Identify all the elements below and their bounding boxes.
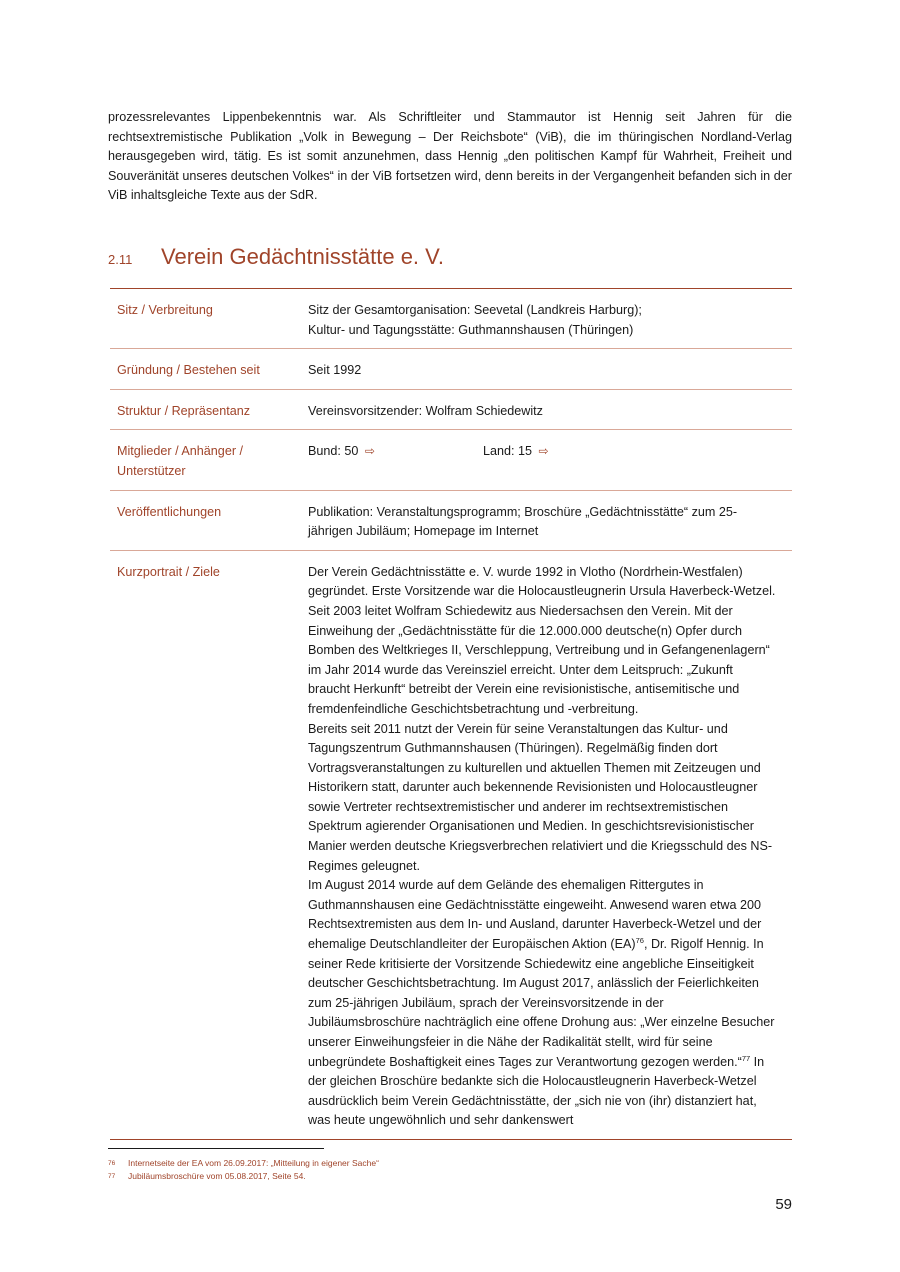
label-mitglieder-line1: Mitglieder / Anhänger / <box>117 444 244 459</box>
members-land-count: Land: 15 <box>483 444 533 459</box>
trend-arrow-icon: ⇨ <box>364 444 375 459</box>
kurzportrait-para3-part-a: Im August 2014 wurde auf dem Gelände des ehemaligen Rittergutes in Guthmannshausen eine Gedächtnisstätte eingeweiht. Anwesend waren etwa 200 Rechtsextremisten aus dem In- und Ausland, darunter Haverbeck-Wetzel und der ehemalige Deutschlandleiter der Europäischen Aktion (EA) <box>308 878 762 952</box>
footnote-number: 77 <box>108 1173 116 1180</box>
label-sitz: Sitz / Verbreitung <box>117 303 213 317</box>
trend-arrow-icon: ⇨ <box>538 444 549 459</box>
members-bund <box>308 442 483 481</box>
footnote-77 <box>108 1170 792 1183</box>
members-land <box>483 442 549 481</box>
organisation-profile-table <box>110 288 792 1140</box>
footnote-text: Jubiläumsbroschüre vom 05.08.2017, Seite 54. <box>128 1171 306 1181</box>
value-sitz-line2: Kultur- und Tagungsstätte: Guthmannshausen (Thüringen) <box>308 322 634 337</box>
label-gruendung: Gründung / Bestehen seit <box>117 363 260 378</box>
row-veroeffentlichungen <box>110 491 792 551</box>
value-gruendung: Seit 1992 <box>308 363 362 378</box>
value-kurzportrait <box>308 563 778 1131</box>
footnote-ref-77[interactable]: 77 <box>741 1053 751 1063</box>
footnote-divider <box>108 1148 324 1149</box>
value-mitglieder <box>308 442 778 481</box>
value-struktur: Vereinsvorsitzender: Wolfram Schiedewitz <box>308 403 543 418</box>
intro-paragraph <box>108 108 792 206</box>
row-mitglieder <box>110 430 792 490</box>
page-number: 59 <box>775 1196 792 1213</box>
value-sitz <box>308 301 778 340</box>
label-struktur: Struktur / Repräsentanz <box>117 403 250 418</box>
label-veroeffentlichungen: Veröffentlichungen <box>117 504 222 519</box>
kurzportrait-para3-part-b: , Dr. Rigolf Hennig. In seiner Rede kritisierte der Vorsitzende Schiedewitz eine angebliche Einseitigkeit deutscher Geschichtsbetrachtung. Im August 2017, anlässlich der Feierlichkeiten zum 25-jährigen Jubiläum, sprach der Vereinsvorsitzende in der Jubiläumsbroschüre nachträglich eine offene Drohung aus: „Wer einzelne Besucher unserer Einweihungsfeier in die Nähe der Radikalität stellt, wird für seine unbegründete Boshaftigkeit eines Tages zur Verantwortung gezogen werden.“ <box>308 937 775 1069</box>
kurzportrait-para2: Bereits seit 2011 nutzt der Verein für seine Veranstaltungen das Kultur- und Tagungszentrum Guthmannshausen (Thüringen). Regelmäßig finden dort Vortragsveranstaltungen zu kulturellen und aktuellen Themen mit Zeitzeugen und Historikern statt, darunter auch bekennende Revisionisten und Holocaustleugner sowie Vertreter rechtsextremistischer und anderer im rechtsextremistischen Spektrum agierender Organisationen und Medien. In geschichtsrevisionistischer Manier werden deutsche Kriegsverbrechen relativiert und die Kriegsschuld des NS-Regimes geleugnet. <box>308 721 773 873</box>
label-kurzportrait: Kurzportrait / Ziele <box>117 564 220 579</box>
value-sitz-line1: Sitz der Gesamtorganisation: Seevetal (Landkreis Harburg); <box>308 303 642 317</box>
label-mitglieder-line2: Unterstützer <box>117 463 186 478</box>
row-gruendung <box>110 349 792 390</box>
value-veroeffentlichungen: Publikation: Veranstaltungsprogramm; Broschüre „Gedächtnisstätte“ zum 25-jährigen Jubiläum; Homepage im Internet <box>308 504 738 539</box>
section-title: Verein Gedächtnisstätte e. V. <box>161 244 444 269</box>
section-number: 2.11 <box>108 252 133 267</box>
footnote-text: Internetseite der EA vom 26.09.2017: „Mitteilung in eigener Sache“ <box>128 1158 379 1168</box>
kurzportrait-para3 <box>308 876 778 1131</box>
kurzportrait-para3-part-c: In der gleichen Broschüre bedankte sich die Holocaustleugnerin Haverbeck-Wetzel ausdrücklich beim Verein Gedächtnisstätte, der „sich nie von (ihr) distanziert hat, was heute ungewöhnlich und sehr dankenswert <box>308 1054 765 1128</box>
footnotes <box>108 1157 792 1183</box>
label-mitglieder <box>110 442 308 481</box>
footnote-ref-76[interactable]: 76 <box>635 935 644 945</box>
intro-text: prozessrelevantes Lippenbekenntnis war. Als Schriftleiter und Stammautor ist Hennig seit Jahren für die rechtsextremistische Publikation „Volk in Bewegung – Der Reichsbote“ (ViB), die im thüringischen Nordland-Verlag herausgegeben wird, tätig. Es ist somit anzunehmen, dass Hennig „den politischen Kampf für Wahrheit, Freiheit und Souveränität unseres deutschen Volkes“ in der ViB fortsetzen wird, denn bereits in der Vergangenheit befanden sich in der ViB inhaltsgleiche Texte aus der SdR. <box>108 110 792 203</box>
footnote-number: 76 <box>108 1160 116 1167</box>
section-heading <box>108 244 792 270</box>
kurzportrait-para1: Der Verein Gedächtnisstätte e. V. wurde 1992 in Vlotho (Nordrhein-Westfalen) gegründet. Erste Vorsitzende war die Holocaustleugnerin Ursula Haverbeck-Wetzel. Seit 2003 leitet Wolfram Schiedewitz aus Niedersachsen den Verein. Mit der Einweihung der „Gedächtnisstätte für die 12.000.000 deutsche(n) Opfer durch Bomben des Weltkrieges II, Verschleppung, Vertreibung und in Gefangenenlagern“ im Jahr 2014 wurde das Vereinsziel erreicht. Unter dem Leitspruch: „Zukunft braucht Herkunft“ betreibt der Verein eine revisionistische, antisemitische und fremdenfeindliche Geschichtsbetrachtung und -verbreitung. <box>308 564 776 716</box>
row-sitz <box>110 289 792 349</box>
members-bund-count: Bund: 50 <box>308 444 359 459</box>
footnote-76 <box>108 1157 792 1170</box>
row-kurzportrait <box>110 551 792 1139</box>
row-struktur <box>110 390 792 431</box>
